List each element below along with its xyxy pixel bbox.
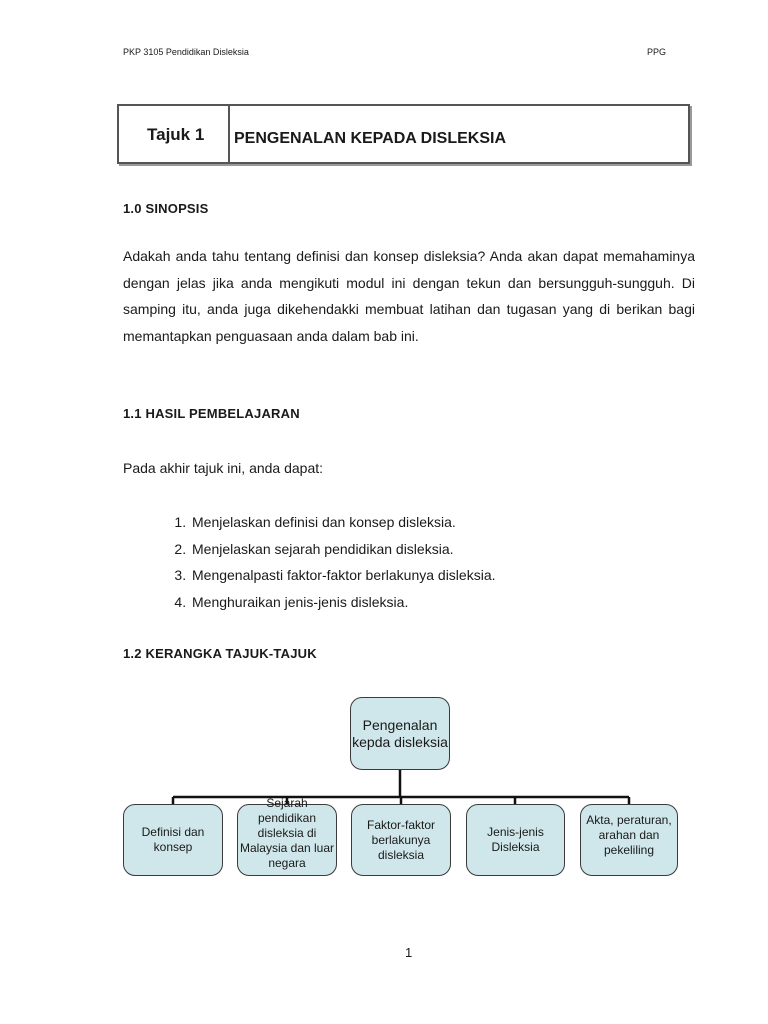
child-node-label: Jenis-jenis Disleksia [487,825,544,854]
child-node-label: Faktor-faktor berlakunya disleksia [366,817,435,862]
tree-child-node [123,804,223,876]
list-item: 1. Menjelaskan definisi dan konsep disleksia. [190,512,496,539]
header-org: PPG [647,47,667,57]
list-item: 4. Menghuraikan jenis-jenis disleksia. [190,592,496,619]
hasil-heading: 1.1 HASIL PEMBELAJARAN [123,406,300,421]
child-node-label: Definisi dan konsep [141,825,205,854]
tree-child-node [466,804,565,876]
kerangka-heading: 1.2 KERANGKA TAJUK-TAJUK [123,646,317,661]
list-item: 2. Menjelaskan sejarah pendidikan disleksia. [190,539,496,566]
tree-child-node [580,804,678,876]
header-course: PKP 3105 Pendidikan Disleksia [123,47,249,57]
tree-child-node [351,804,451,876]
topic-title: PENGENALAN KEPADA DISLEKSIA [234,130,507,147]
page-number: 1 [405,945,413,960]
sinopsis-paragraph: Adakah anda tahu tentang definisi dan konsep disleksia? Anda akan dapat memahaminya dengan jelas jika anda mengikuti modul ini dengan tekun dan bersungguh-sungguh. Di samping itu, anda juga dikehendakki membuat latihan dan tugasan yang di berikan bagi memantapkan penguasaan anda dalam bab ini. [123,248,695,344]
child-node-label: Sejarah pendidikan disleksia di Malaysia dan luar negara [239,795,335,870]
root-node-label: Pengenalan kepda disleksia [352,716,448,750]
topic-number: Tajuk 1 [147,125,205,144]
list-item: 3. Mengenalpasti faktor-faktor berlakunya disleksia. [190,565,496,592]
tree-root-node [350,697,450,770]
sinopsis-heading: 1.0 SINOPSIS [123,201,209,216]
hasil-intro: Pada akhir tajuk ini, anda dapat: [123,460,324,476]
tree-child-node [237,795,337,876]
child-node-label: Akta, peraturan, arahan dan pekeliling [586,812,672,857]
